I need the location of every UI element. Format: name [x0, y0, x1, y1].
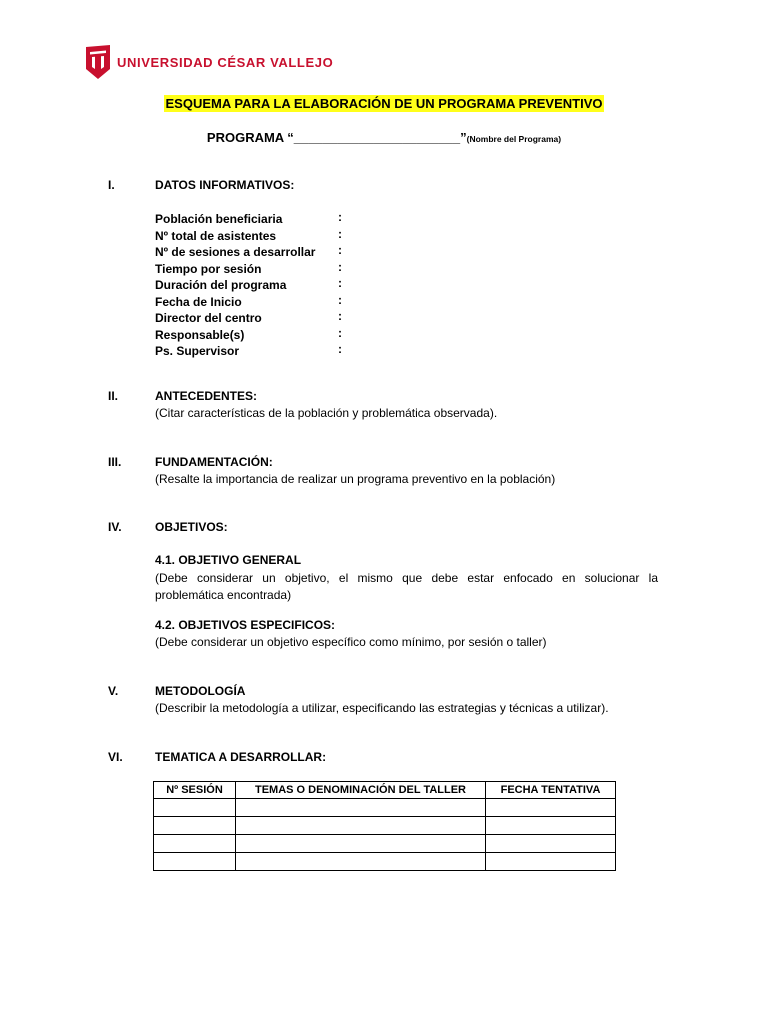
info-fields: [155, 210, 355, 359]
specific-objectives-title: 4.2. OBJETIVOS ESPECIFICOS:: [155, 618, 336, 632]
info-field: [155, 243, 355, 260]
section-1-title: DATOS INFORMATIVOS:: [155, 178, 295, 192]
section-3-title: FUNDAMENTACIÓN:: [155, 455, 273, 469]
header-tentative-date: FECHA TENTATIVA: [486, 782, 616, 799]
info-field: [155, 293, 355, 310]
table-cell: [154, 799, 236, 817]
university-logo: [86, 44, 333, 80]
info-field: [155, 342, 355, 359]
program-note: (Nombre del Programa): [466, 134, 562, 144]
section-3-description: (Resalte la importancia de realizar un programa preventivo en la población): [155, 472, 556, 486]
table-row: [154, 853, 616, 871]
field-label: Responsable(s): [155, 327, 245, 342]
table-cell: [154, 835, 236, 853]
section-2-number: II.: [108, 389, 119, 403]
section-2-description: (Citar características de la población y problemática observada).: [155, 406, 498, 420]
field-label: Tiempo por sesión: [155, 261, 262, 276]
info-field: [155, 276, 355, 293]
program-label: PROGRAMA “_______________________”: [206, 130, 467, 145]
table-row: [154, 835, 616, 853]
info-field: [155, 227, 355, 244]
field-separator: :: [338, 342, 342, 356]
table-cell: [486, 817, 616, 835]
header-workshop-topic: TEMAS O DENOMINACIÓN DEL TALLER: [236, 782, 486, 799]
section-3-number: III.: [108, 455, 122, 469]
header-session-number: Nº SESIÓN: [154, 782, 236, 799]
field-label: Director del centro: [155, 311, 262, 325]
specific-objectives-description: (Debe considerar un objetivo específico como mínimo, por sesión o taller): [155, 635, 547, 649]
section-2-title: ANTECEDENTES:: [155, 389, 258, 403]
field-separator: :: [338, 276, 342, 290]
field-label: Nº de sesiones a desarrollar: [155, 245, 316, 259]
themes-table: [153, 781, 616, 871]
table-cell: [236, 853, 486, 871]
field-separator: :: [338, 292, 342, 307]
table-cell: [486, 799, 616, 817]
field-separator: :: [338, 309, 342, 323]
field-separator: :: [338, 325, 342, 340]
field-separator: :: [338, 226, 342, 241]
section-6-number: VI.: [108, 750, 123, 764]
section-5-title: METODOLOGÍA: [155, 684, 246, 698]
table-header-row: [154, 782, 616, 799]
document-title-wrap: [0, 95, 768, 113]
section-5-description: (Describir la metodología a utilizar, especificando las estrategias y técnicas a utilizar).: [155, 701, 609, 715]
info-field: [155, 326, 355, 343]
table-row: [154, 817, 616, 835]
section-6-title: TEMATICA A DESARROLLAR:: [155, 750, 327, 764]
university-name: UNIVERSIDAD CÉSAR VALLEJO: [117, 54, 334, 70]
field-separator: :: [338, 259, 342, 274]
info-field: [155, 260, 355, 277]
general-objective-description: (Debe considerar un objetivo, el mismo que debe estar enfocado en solucionar la problemática encontrada): [155, 571, 658, 602]
field-separator: :: [338, 243, 342, 257]
table-cell: [236, 817, 486, 835]
section-4-number: IV.: [108, 520, 122, 534]
table-cell: [486, 853, 616, 871]
section-5-number: V.: [108, 684, 119, 698]
field-label: Fecha de Inicio: [155, 294, 242, 309]
table-cell: [486, 835, 616, 853]
field-label: Población beneficiaria: [155, 212, 283, 226]
table-cell: [154, 853, 236, 871]
section-4-title: OBJETIVOS:: [155, 520, 228, 534]
program-line: [0, 129, 768, 147]
info-field: [155, 210, 355, 227]
section-1-number: I.: [108, 178, 115, 192]
info-field: [155, 309, 355, 326]
field-separator: :: [338, 210, 342, 224]
table-cell: [236, 835, 486, 853]
document-title: ESQUEMA PARA LA ELABORACIÓN DE UN PROGRAMA PREVENTIVO: [165, 96, 603, 111]
field-label: Nº total de asistentes: [155, 228, 277, 243]
ucv-shield-icon: [86, 45, 110, 79]
field-label: Duración del programa: [155, 278, 287, 292]
table-cell: [236, 799, 486, 817]
table-cell: [154, 817, 236, 835]
field-label: Ps. Supervisor: [155, 344, 240, 358]
general-objective-title: 4.1. OBJETIVO GENERAL: [155, 553, 302, 567]
table-row: [154, 799, 616, 817]
